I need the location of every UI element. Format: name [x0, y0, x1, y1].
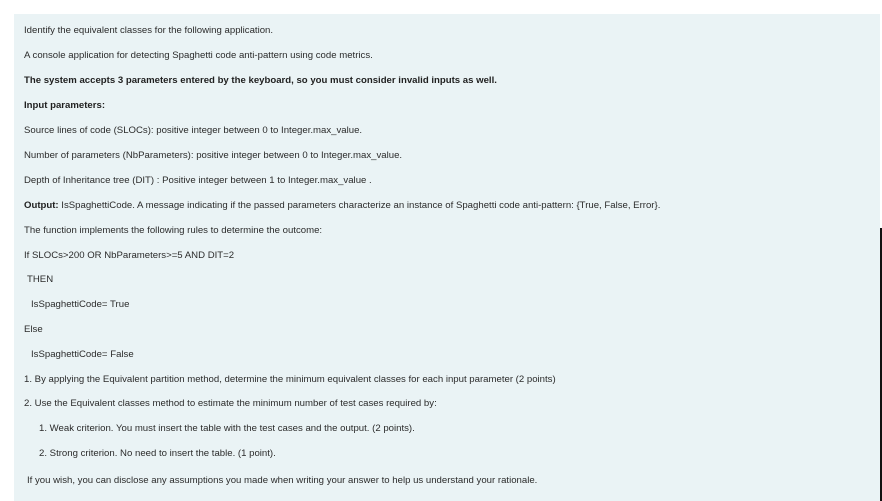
param-slocs: Source lines of code (SLOCs): positive integer between 0 to Integer.max_value. — [24, 125, 363, 136]
rule-if: If SLOCs>200 OR NbParameters>=5 AND DIT=2 — [24, 250, 235, 261]
rule-false: IsSpaghettiCode= False — [31, 349, 134, 360]
footer-note: If you wish, you can disclose any assumptions you made when writing your answer to help us understand your rationale. — [27, 475, 538, 486]
task-1: 1. By applying the Equivalent partition method, determine the minimum equivalent classes for each input parameter (2 points) — [24, 374, 556, 385]
subtask-weak: 1. Weak criterion. You must insert the table with the test cases and the output. (2 points). — [39, 423, 415, 434]
rule-true: IsSpaghettiCode= True — [31, 299, 130, 310]
system-note: The system accepts 3 parameters entered by the keyboard, so you must consider invalid inputs as well. — [24, 75, 497, 86]
subtask-strong: 2. Strong criterion. No need to insert the table. (1 point). — [39, 448, 276, 459]
param-dit: Depth of Inheritance tree (DIT) : Positive integer between 1 to Integer.max_value . — [24, 175, 372, 186]
rules-intro: The function implements the following rules to determine the outcome: — [24, 225, 323, 236]
output-text: IsSpaghettiCode. A message indicating if the passed parameters characterize an instance of Spaghetti code anti-pattern: {True, False, Error}. — [58, 200, 661, 211]
output-label: Output: — [24, 200, 59, 211]
task-2: 2. Use the Equivalent classes method to estimate the minimum number of test cases required by: — [24, 398, 437, 409]
intro-text: Identify the equivalent classes for the following application. — [24, 25, 274, 36]
rule-then: THEN — [27, 274, 54, 285]
input-parameters-heading: Input parameters: — [24, 100, 106, 111]
rule-else: Else — [24, 324, 43, 335]
param-nbparameters: Number of parameters (NbParameters): positive integer between 0 to Integer.max_value. — [24, 150, 403, 161]
output-line — [24, 200, 660, 212]
description-text: A console application for detecting Spaghetti code anti-pattern using code metrics. — [24, 50, 373, 61]
